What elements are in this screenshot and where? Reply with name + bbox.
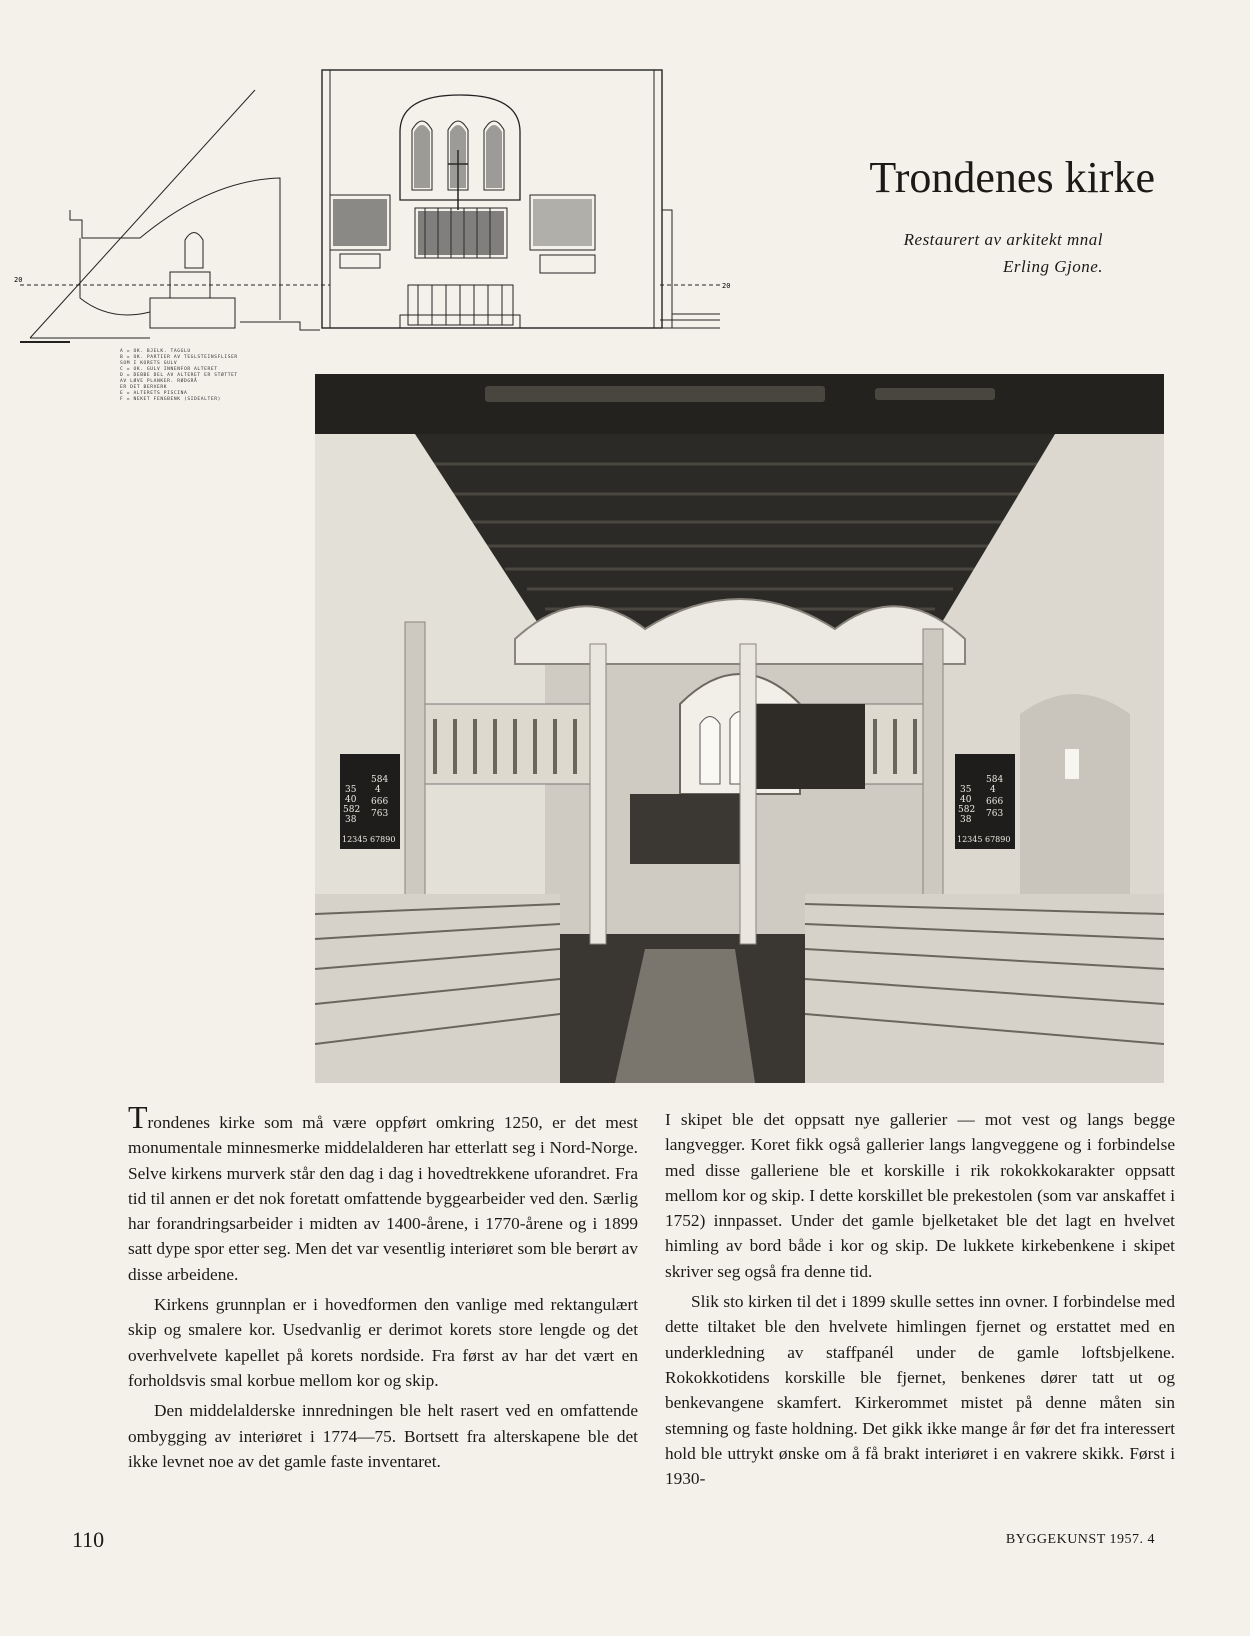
chapel-vault-outline [70, 178, 280, 320]
altar-cabinet-fill [418, 211, 504, 255]
side-altar-left-fill [333, 199, 387, 246]
article-subtitle [904, 226, 1103, 280]
subtitle-line-1: Restaurert av arkitekt mnal [903, 230, 1103, 249]
legend-line: D = DEBBE DEL AV ALTERET ER STØTTET [120, 373, 238, 378]
pews-right [805, 894, 1164, 1083]
svg-text:582: 582 [958, 805, 976, 815]
side-altar-right-fill [533, 199, 592, 246]
page-number: 110 [72, 1527, 105, 1552]
svg-text:35: 35 [345, 785, 357, 795]
level-label-left: 20 [14, 276, 23, 284]
legend-line: C = OK. GULV INNENFOR ALTERET [120, 367, 218, 372]
subtitle-line-2: Erling Gjone. [1003, 257, 1103, 276]
ceiling-frieze [315, 374, 1164, 434]
chapel-steps [240, 322, 320, 330]
paragraph: Kirkens grunnplan er i hovedformen den vanlige med rektangulært skip og smalere kor. Usedvanlig er derimot korets store lengde og det overhvelvete kapellet på korets nordside. Fra først av har det vært en forholdsvis smal korbue mellom kor og skip. [128, 1295, 638, 1390]
paragraph: Den middelalderske innredningen ble helt rasert ved en omfattende ombygging av interiøret i 1774—75. Bortsett fra alterskapene ble det ikke levnet noe av det gamle faste inventaret. [128, 1401, 638, 1471]
legend-line: AV LØVE PLANKER. RØDGRÅ [120, 379, 198, 384]
svg-text:40: 40 [345, 795, 357, 805]
legend-line: F = NEKET FENGBENK (SIDEALTER) [120, 397, 221, 402]
right-pillar [662, 210, 672, 328]
window-glass-fill [414, 125, 502, 188]
svg-text:38: 38 [345, 815, 357, 825]
chapel-window [185, 233, 203, 269]
svg-text:584: 584 [371, 775, 389, 785]
legend-line: B = OK. PARTIER AV TEGLSTEINSFLISER [120, 355, 238, 360]
pulpit [755, 704, 865, 789]
text-column-right [665, 1107, 1175, 1491]
column-left [590, 644, 606, 944]
drawing-legend [120, 349, 290, 403]
svg-text:582: 582 [343, 805, 361, 815]
magazine-footer: BYGGEKUNST 1957. 4 [1005, 1532, 1155, 1547]
roof-slope-line [30, 90, 255, 338]
legend-line: SOM I KORETS GULV [120, 361, 178, 366]
church-interior-photo [315, 374, 1164, 1083]
text-column-left [128, 1099, 638, 1474]
svg-text:763: 763 [986, 809, 1004, 819]
side-panel-right [540, 255, 595, 273]
gallery-left [415, 704, 595, 784]
frieze-lettering [485, 386, 995, 402]
interior-photo-svg [315, 374, 1164, 1083]
svg-text:763: 763 [371, 809, 389, 819]
svg-text:584: 584 [986, 775, 1004, 785]
floor-line [30, 320, 720, 338]
altar-rail-balusters [418, 285, 502, 325]
svg-text:4: 4 [990, 785, 996, 795]
paragraph: I skipet ble det oppsatt nye gallerier — mot vest og langs begge langvegger. Koret fikk også gallerier langs langveggene og i forbindelse med disse galleriene ble et korskille i rik rokokkokarakter oppsatt mellom kor og skip. I dette korskillet ble prekestolen (som var anskaffet i 1752) innpasset. Under det gamle bjelketaket ble det lagt en hvelvet himling av bord både i kor og skip. De lukkete kirkebenkene i skipet skriver seg også fra denne tid. [665, 1110, 1175, 1281]
side-chapel-arch [1020, 694, 1130, 894]
altarpiece [630, 794, 750, 864]
chapel-wall-curve [80, 238, 150, 315]
svg-text:4: 4 [375, 785, 381, 795]
architectural-section-drawing [0, 60, 770, 420]
right-floor-line [672, 314, 720, 328]
level-label-right: 20 [722, 282, 731, 290]
paragraph [128, 1099, 638, 1287]
side-chapel-window [1065, 749, 1079, 779]
paragraph-text: rondenes kirke som må være oppført omkring 1250, er det mest monumentale minnesmerke middelalderen har etterlatt seg i Nord-Norge. Selve kirkens murverk står den dag i dag i hovedtrekkene uforandret. Fra tid til annen er det nok foretatt omfattende byggearbeider ved den. Særlig har forandringsarbeider i midten av 1400-årene, i 1770-årene og i 1899 satt dype spor etter seg. Men det var vesentlig interiøret som ble berørt av disse arbeidene. [128, 1113, 638, 1284]
svg-text:666: 666 [986, 797, 1004, 807]
svg-text:12345 67890: 12345 67890 [957, 835, 1011, 844]
legend-line: A = OK. BJELK. TAGGLU [120, 349, 191, 354]
svg-text:666: 666 [371, 797, 389, 807]
column-right [740, 644, 756, 944]
article-title: Trondenes kirke [869, 153, 1155, 202]
drop-cap: T [128, 1099, 148, 1135]
svg-text:12345 67890: 12345 67890 [342, 835, 396, 844]
side-panel-left [340, 254, 380, 268]
svg-text:35: 35 [960, 785, 972, 795]
svg-text:40: 40 [960, 795, 972, 805]
legend-line: ER DET BERVERK [120, 385, 168, 390]
legend-line: E = ALTERETS PISCINA [120, 391, 188, 396]
chapel-altar-rail [150, 298, 235, 328]
svg-text:38: 38 [960, 815, 972, 825]
pews-left [315, 894, 560, 1083]
section-drawing-svg [0, 60, 770, 420]
paragraph: Slik sto kirken til det i 1899 skulle settes inn ovner. I forbindelse med dette tiltaket ble den hvelvete himlingen fjernet og erstattet med en underkledning av staffpanél under de gamle loftsbjelkene. Rokokkotidens korskille ble fjernet, benkenes dører tatt ut og benkevangene skamfert. Kirkerommet mistet på denne måten sin stemning og faste holdning. Det gikk ikke mange år før det fra interessert hold ble uttrykt ønske om å få brakt interiøret i en vakrere skikk. Først i 1930- [665, 1292, 1175, 1489]
